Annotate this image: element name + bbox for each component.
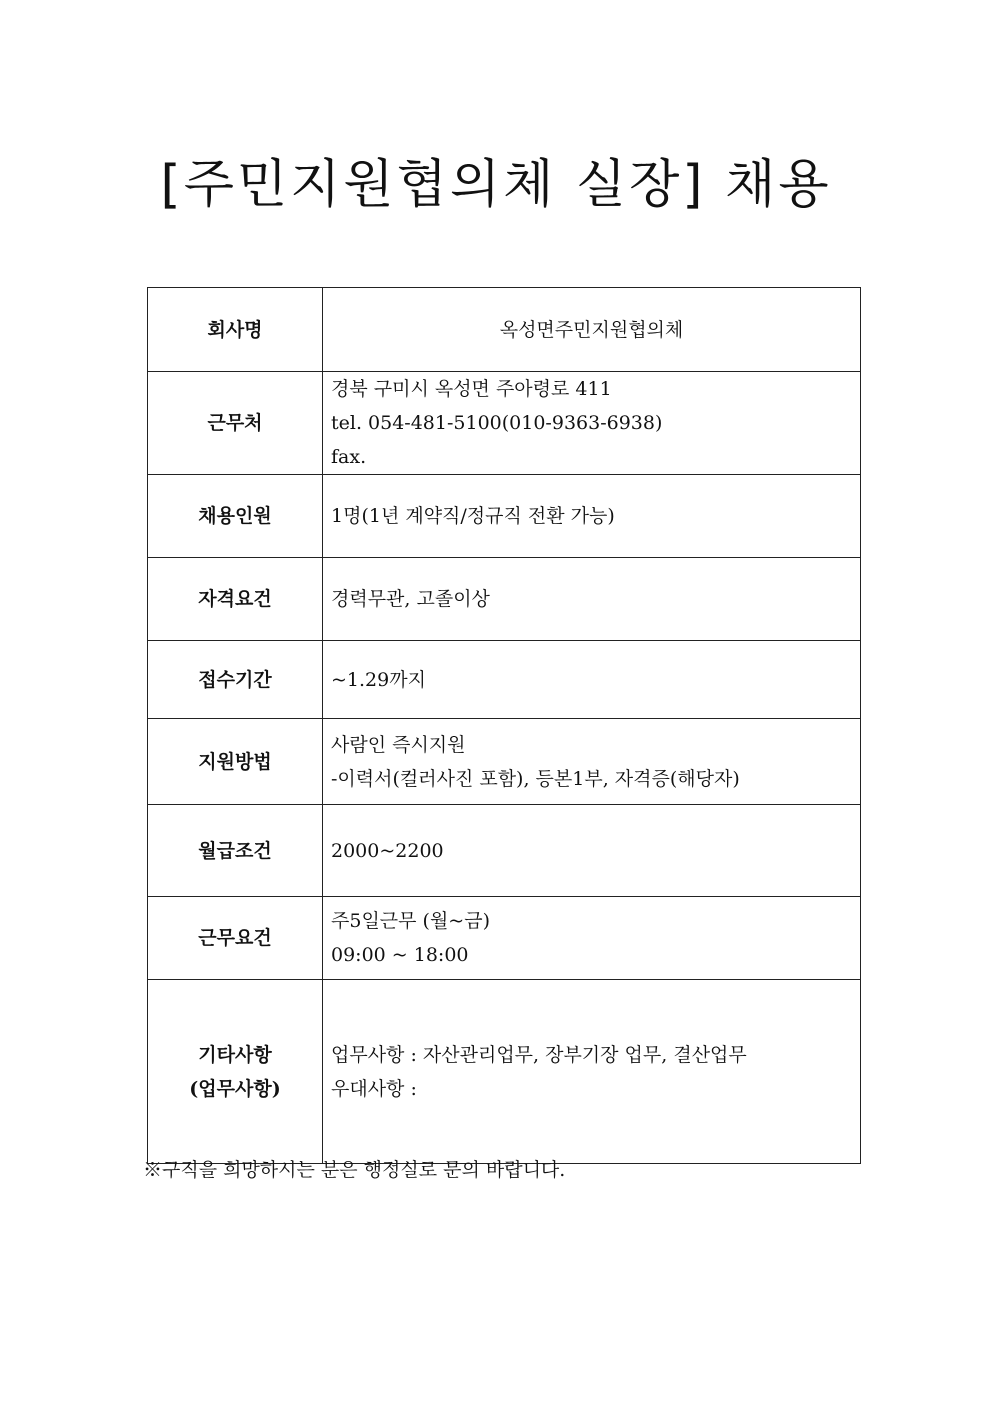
workplace-tel: tel. 054-481-5100(010-9363-6938) [331, 412, 663, 434]
workplace-label: 근무처 [148, 372, 323, 475]
table-row-workplace [148, 372, 861, 475]
qualification-label: 자격요건 [148, 558, 323, 641]
method-line-2: -이력서(컬러사진 포함), 등본1부, 자격증(해당자) [331, 767, 740, 790]
workplace-address: 경북 구미시 옥성면 주아령로 411 [331, 378, 612, 400]
page-title: [주민지원협의체 실장] 채용 [160, 155, 832, 215]
method-value [323, 719, 861, 805]
table-row-company [148, 288, 861, 372]
conditions-days: 주5일근무 (월~금) [331, 910, 490, 932]
table-row-conditions [148, 897, 861, 980]
table-row-hiring [148, 475, 861, 558]
table-row-method [148, 719, 861, 805]
salary-value: 2000~2200 [323, 805, 861, 897]
table-row-qualification [148, 558, 861, 641]
salary-label: 월급조건 [148, 805, 323, 897]
conditions-label: 근무요건 [148, 897, 323, 980]
conditions-value [323, 897, 861, 980]
job-info-table [147, 287, 861, 1164]
method-label: 지원방법 [148, 719, 323, 805]
etc-duties: 업무사항 : 자산관리업무, 장부기장 업무, 결산업무 [331, 1043, 747, 1066]
company-label: 회사명 [148, 288, 323, 372]
table-row-salary [148, 805, 861, 897]
etc-label [148, 980, 323, 1164]
hiring-value: 1명(1년 계약직/정규직 전환 가능) [323, 475, 861, 558]
footnote: ※구직을 희망하시는 분은 행정실로 문의 바랍니다. [143, 1159, 566, 1181]
table-row-period [148, 641, 861, 719]
method-line-1: 사람인 즉시지원 [331, 733, 466, 756]
etc-label-line-2: (업무사항) [189, 1077, 281, 1100]
period-label: 접수기간 [148, 641, 323, 719]
workplace-fax: fax. [331, 446, 367, 468]
workplace-value [323, 372, 861, 475]
conditions-hours: 09:00 ~ 18:00 [331, 944, 469, 966]
period-value: ~1.29까지 [323, 641, 861, 719]
hiring-label: 채용인원 [148, 475, 323, 558]
etc-label-line-1: 기타사항 [198, 1043, 272, 1066]
company-value: 옥성면주민지원협의체 [323, 288, 861, 372]
table-row-etc [148, 980, 861, 1164]
qualification-value: 경력무관, 고졸이상 [323, 558, 861, 641]
etc-value [323, 980, 861, 1164]
etc-preferences: 우대사항 : [331, 1077, 417, 1100]
